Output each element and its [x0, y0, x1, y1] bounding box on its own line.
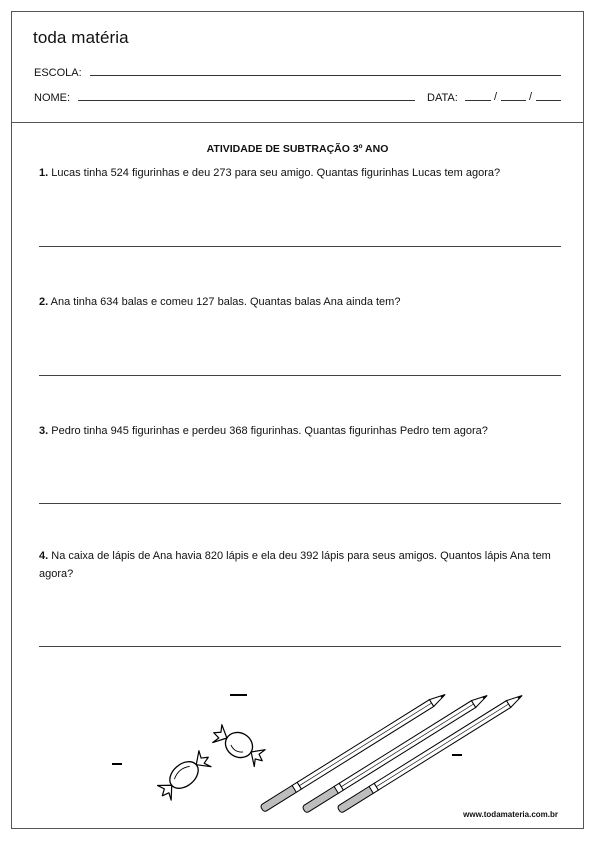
question-text: Lucas tinha 524 figurinhas e deu 273 para seu amigo. Quantas figurinhas Lucas tem agora?	[51, 167, 501, 179]
school-label: ESCOLA:	[34, 67, 82, 79]
question-text: Pedro tinha 945 figurinhas e perdeu 368 figurinhas. Quantas figurinhas Pedro tem agora?	[51, 425, 488, 437]
brand-logo: toda matéria	[33, 28, 129, 47]
pencil-icon	[302, 692, 489, 813]
question-text: Ana tinha 634 balas e comeu 127 balas. Quantas balas Ana ainda tem?	[50, 296, 401, 308]
date-label: DATA:	[427, 92, 458, 104]
question-number: 2.	[39, 296, 49, 308]
date-day-line[interactable]	[465, 100, 491, 101]
school-field-line[interactable]	[90, 75, 561, 76]
illustration	[107, 677, 537, 822]
date-separator: /	[529, 91, 533, 103]
question-4	[39, 547, 564, 583]
date-month-line[interactable]	[501, 100, 526, 101]
question-number: 1.	[39, 167, 49, 179]
candy-icon	[154, 747, 214, 802]
answer-line-4[interactable]	[39, 646, 561, 647]
pencil-icon	[337, 692, 524, 813]
footer-url[interactable]: www.todamateria.com.br	[463, 810, 558, 819]
name-label: NOME:	[34, 92, 71, 104]
header-divider	[12, 122, 583, 123]
date-year-line[interactable]	[536, 100, 561, 101]
question-number: 4.	[39, 550, 49, 562]
answer-line-2[interactable]	[39, 375, 561, 376]
date-separator: /	[494, 91, 498, 103]
worksheet-title: ATIVIDADE DE SUBTRAÇÃO 3º ANO	[206, 143, 389, 155]
pencil-icon	[260, 691, 447, 812]
question-3	[39, 422, 564, 440]
worksheet	[11, 11, 584, 829]
answer-line-1[interactable]	[39, 246, 561, 247]
name-field-line[interactable]	[78, 100, 415, 101]
question-number: 3.	[39, 425, 49, 437]
answer-line-3[interactable]	[39, 503, 561, 504]
question-2	[39, 293, 564, 311]
question-1	[39, 164, 564, 182]
question-text: Na caixa de lápis de Ana havia 820 lápis e ela deu 392 lápis para seus amigos. Quantos lápis Ana tem agora?	[39, 550, 551, 580]
candy-icon	[209, 721, 269, 770]
